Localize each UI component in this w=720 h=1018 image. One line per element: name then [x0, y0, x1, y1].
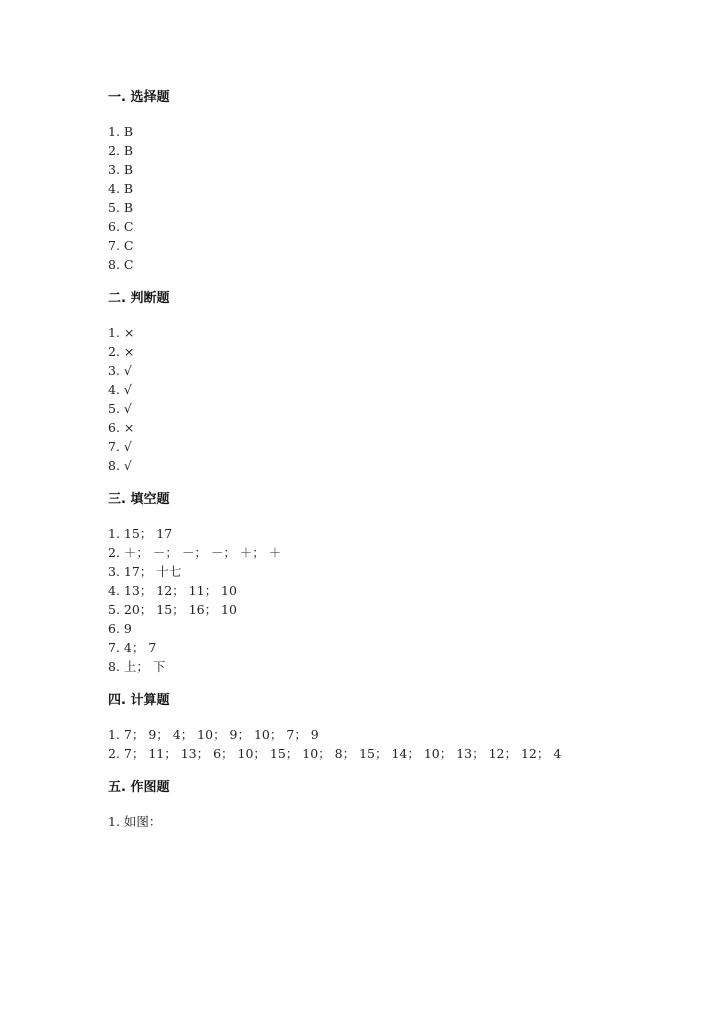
answer-item: 2. B	[108, 143, 134, 158]
answer-item: 2. ＋； －； －； －； ＋； ＋	[108, 545, 282, 560]
answer-item: 8. C	[108, 257, 134, 272]
answer-list	[108, 725, 561, 763]
answer-item: 3. B	[108, 162, 134, 177]
section-heading: 二. 判断题	[108, 291, 170, 306]
answer-item: 1. 如图：	[108, 814, 162, 829]
answer-item: 1. ×	[108, 325, 135, 340]
answer-list	[108, 122, 561, 274]
answer-item: 5. √	[108, 401, 132, 416]
answer-item: 6. ×	[108, 420, 135, 435]
section-heading: 四. 计算题	[108, 693, 170, 708]
answer-item: 5. 20； 15； 16； 10	[108, 602, 237, 617]
answer-list	[108, 323, 561, 475]
answer-item: 3. √	[108, 363, 132, 378]
answer-item: 2. 7； 11； 13； 6； 10； 15； 10； 8； 15； 14； 10； 13； 12； 12； 4	[108, 746, 562, 761]
answer-item: 4. B	[108, 181, 134, 196]
answer-list	[108, 524, 561, 676]
answer-item: 8. √	[108, 458, 132, 473]
answer-item: 7. 4； 7	[108, 640, 157, 655]
answer-item: 1. 15； 17	[108, 526, 173, 541]
answer-list	[108, 812, 561, 831]
answer-item: 2. ×	[108, 344, 135, 359]
answer-item: 8. 上； 下	[108, 659, 166, 674]
answer-item: 7. √	[108, 439, 132, 454]
section-heading: 三. 填空题	[108, 492, 170, 507]
answer-item: 7. C	[108, 238, 134, 253]
section-heading: 五. 作图题	[108, 780, 170, 795]
answer-item: 6. C	[108, 219, 134, 234]
answer-item: 5. B	[108, 200, 134, 215]
answer-item: 4. 13； 12； 11； 10	[108, 583, 237, 598]
answer-item: 1. B	[108, 124, 134, 139]
section-heading: 一. 选择题	[108, 90, 170, 105]
answer-item: 4. √	[108, 382, 132, 397]
answer-item: 3. 17； 十七	[108, 564, 182, 579]
answer-document	[108, 88, 561, 846]
answer-item: 6. 9	[108, 621, 132, 636]
answer-item: 1. 7； 9； 4； 10； 9； 10； 7； 9	[108, 727, 319, 742]
